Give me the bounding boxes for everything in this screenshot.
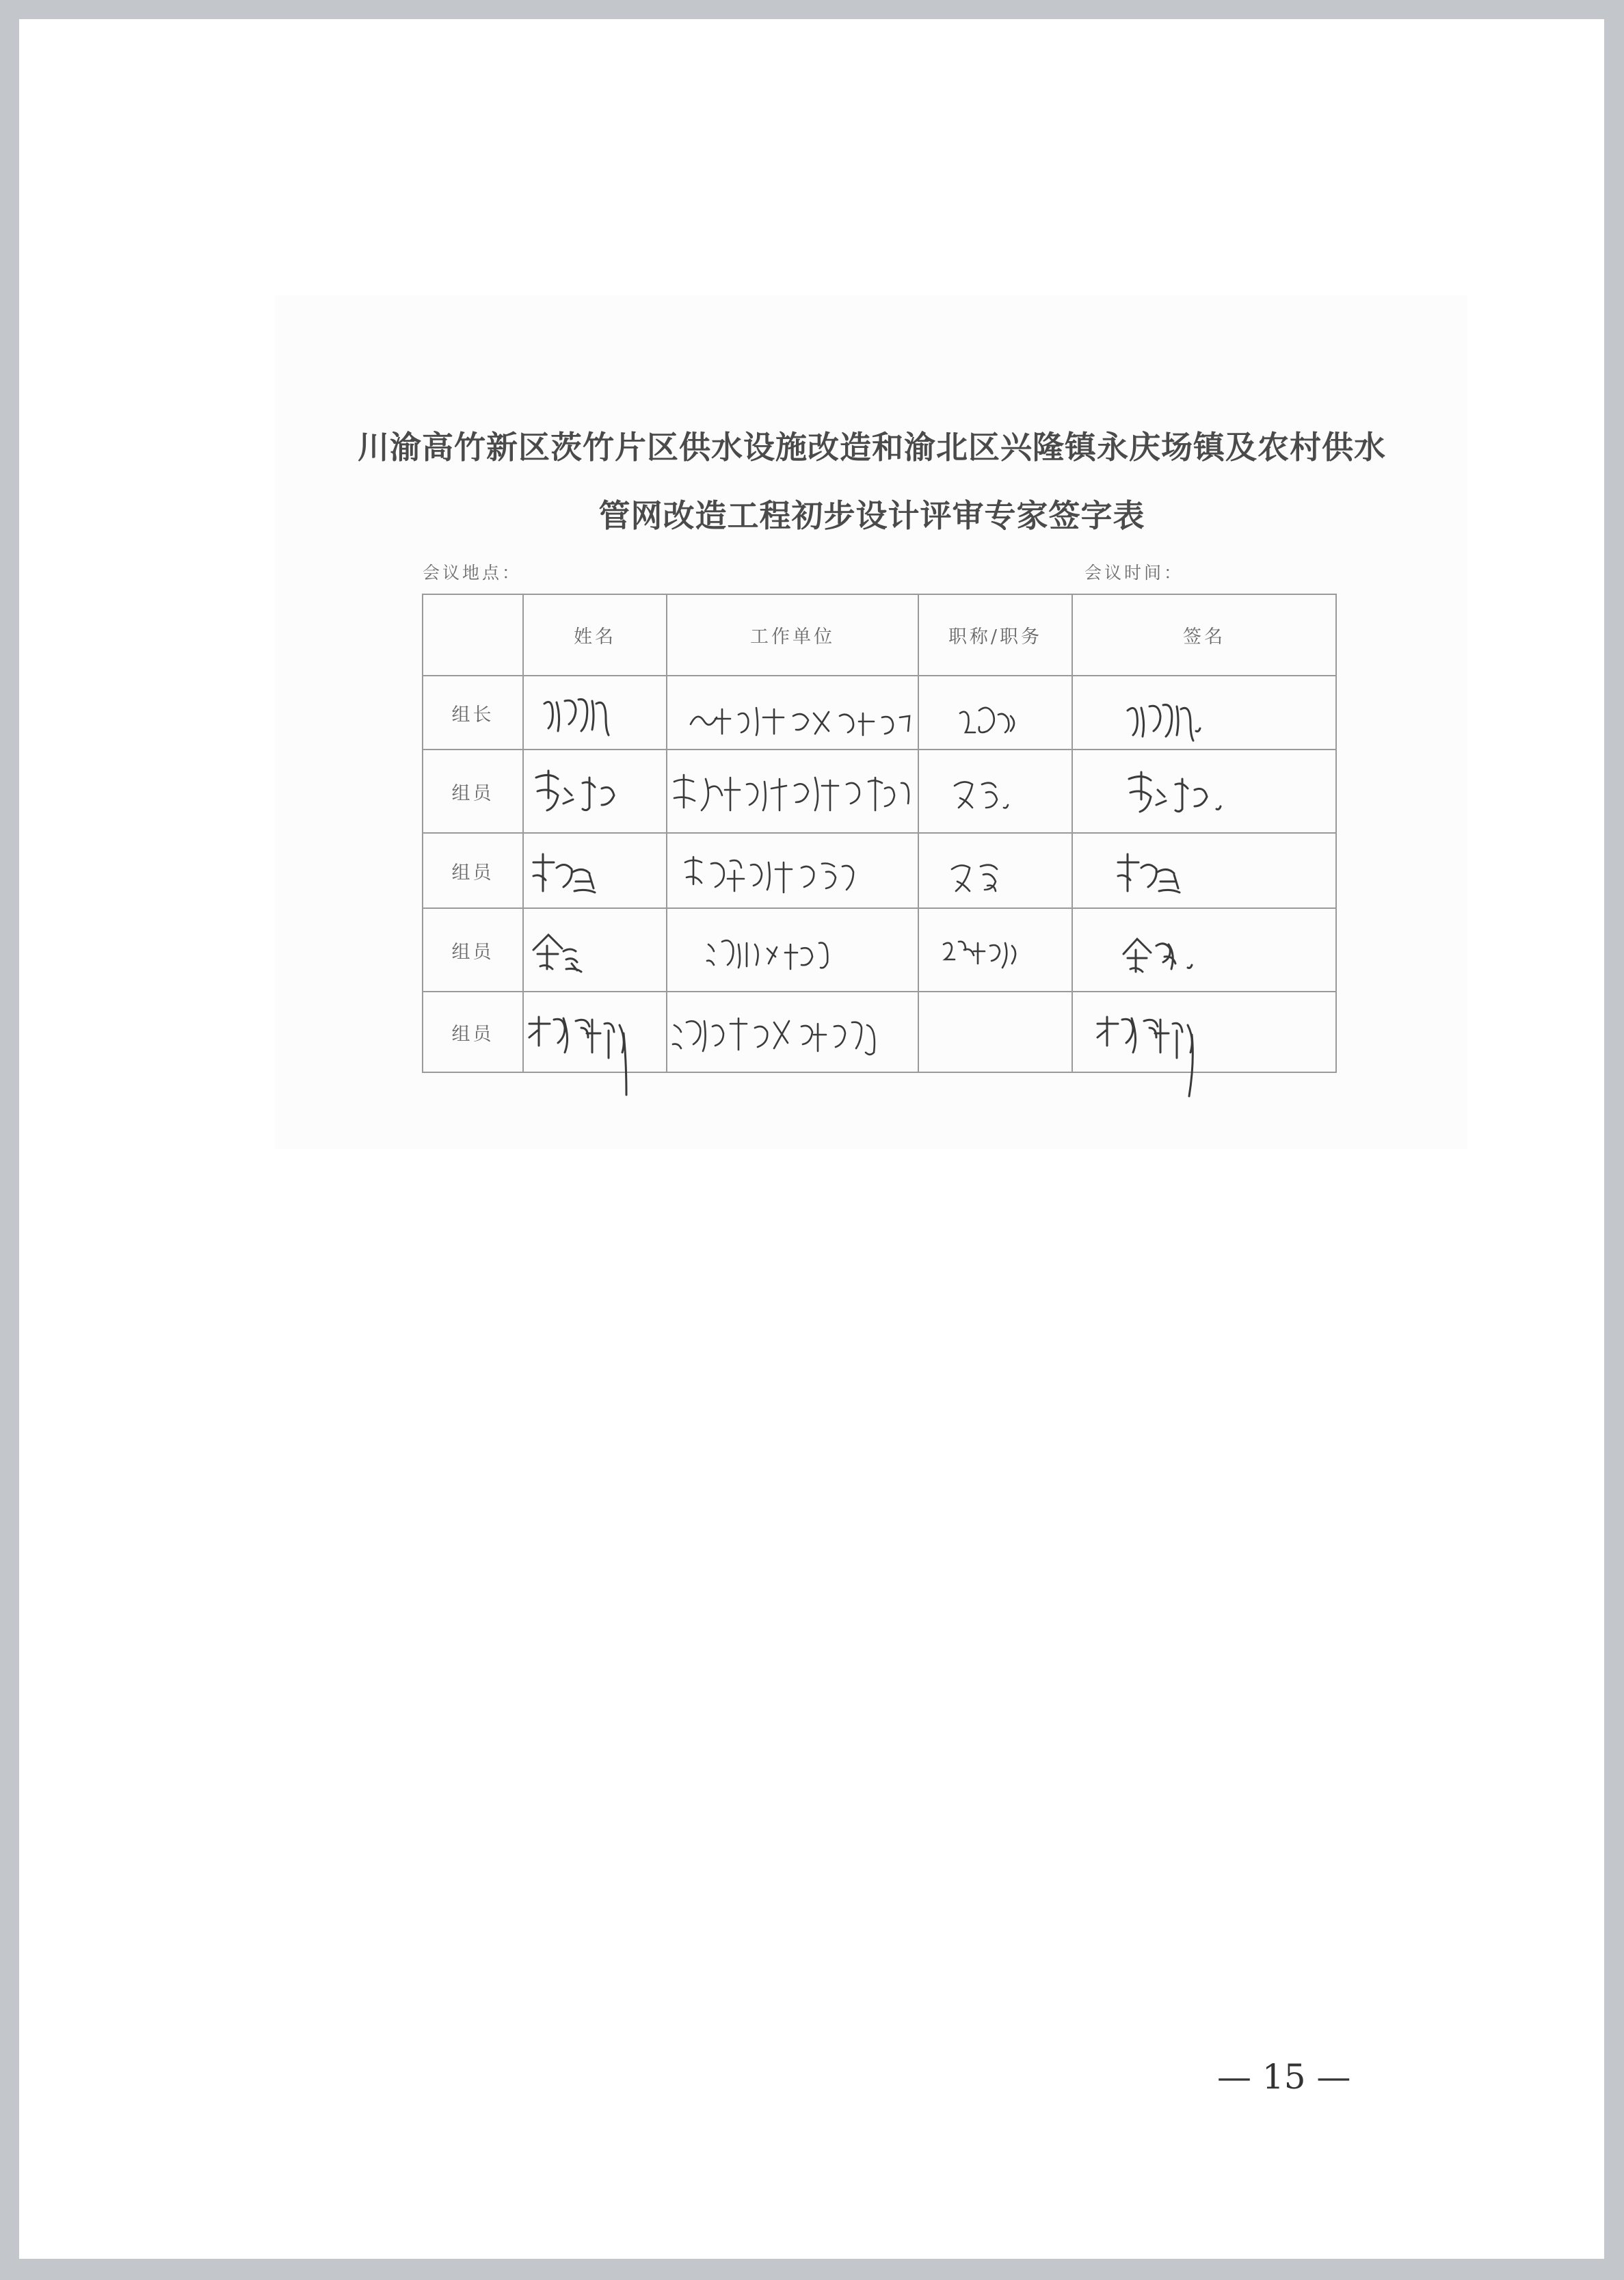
header-signature: 签名 [1072,594,1336,676]
handwritten-signature [1072,992,1336,1072]
handwritten-signature [1072,908,1336,992]
handwritten-unit [667,992,918,1072]
header-role [423,594,523,676]
handwritten-name [523,992,667,1072]
form-title-line-2: 管网改造工程初步设计评审专家签字表 [598,497,1145,534]
handwritten-signature [1072,676,1336,750]
handwritten-name [523,676,667,750]
table-row [423,992,1336,1072]
form-title-line-1: 川渝高竹新区茨竹片区供水设施改造和渝北区兴隆镇永庆场镇及农村供水 [358,429,1386,466]
handwritten-signature [1072,750,1336,833]
handwritten-unit [667,750,918,833]
header-title: 职称/职务 [918,594,1072,676]
page-number: — 15 — [1217,2057,1351,2097]
handwritten-signature [1072,833,1336,908]
table-row [423,833,1336,908]
handwritten-unit [667,676,918,750]
handwritten-name [523,750,667,833]
role-cell: 组员 [423,908,523,992]
table-row [423,750,1336,833]
role-cell: 组员 [423,992,523,1072]
handwritten-title [918,750,1072,833]
table-header-row [423,594,1336,676]
handwritten-unit [667,908,918,992]
handwritten-name [523,908,667,992]
role-cell: 组长 [423,676,523,750]
signature-table [422,594,1337,1073]
meeting-place-label: 会议地点： [423,563,522,583]
handwritten-title [918,676,1072,750]
title-cell-empty [918,992,1072,1072]
handwritten-title [918,833,1072,908]
role-cell: 组员 [423,750,523,833]
header-unit: 工作单位 [667,594,918,676]
header-name: 姓名 [523,594,667,676]
handwritten-title [918,908,1072,992]
table-row [423,676,1336,750]
table-row [423,908,1336,992]
meeting-time-label: 会议时间： [1084,563,1184,583]
role-cell: 组员 [423,833,523,908]
handwritten-unit [667,833,918,908]
handwritten-name [523,833,667,908]
